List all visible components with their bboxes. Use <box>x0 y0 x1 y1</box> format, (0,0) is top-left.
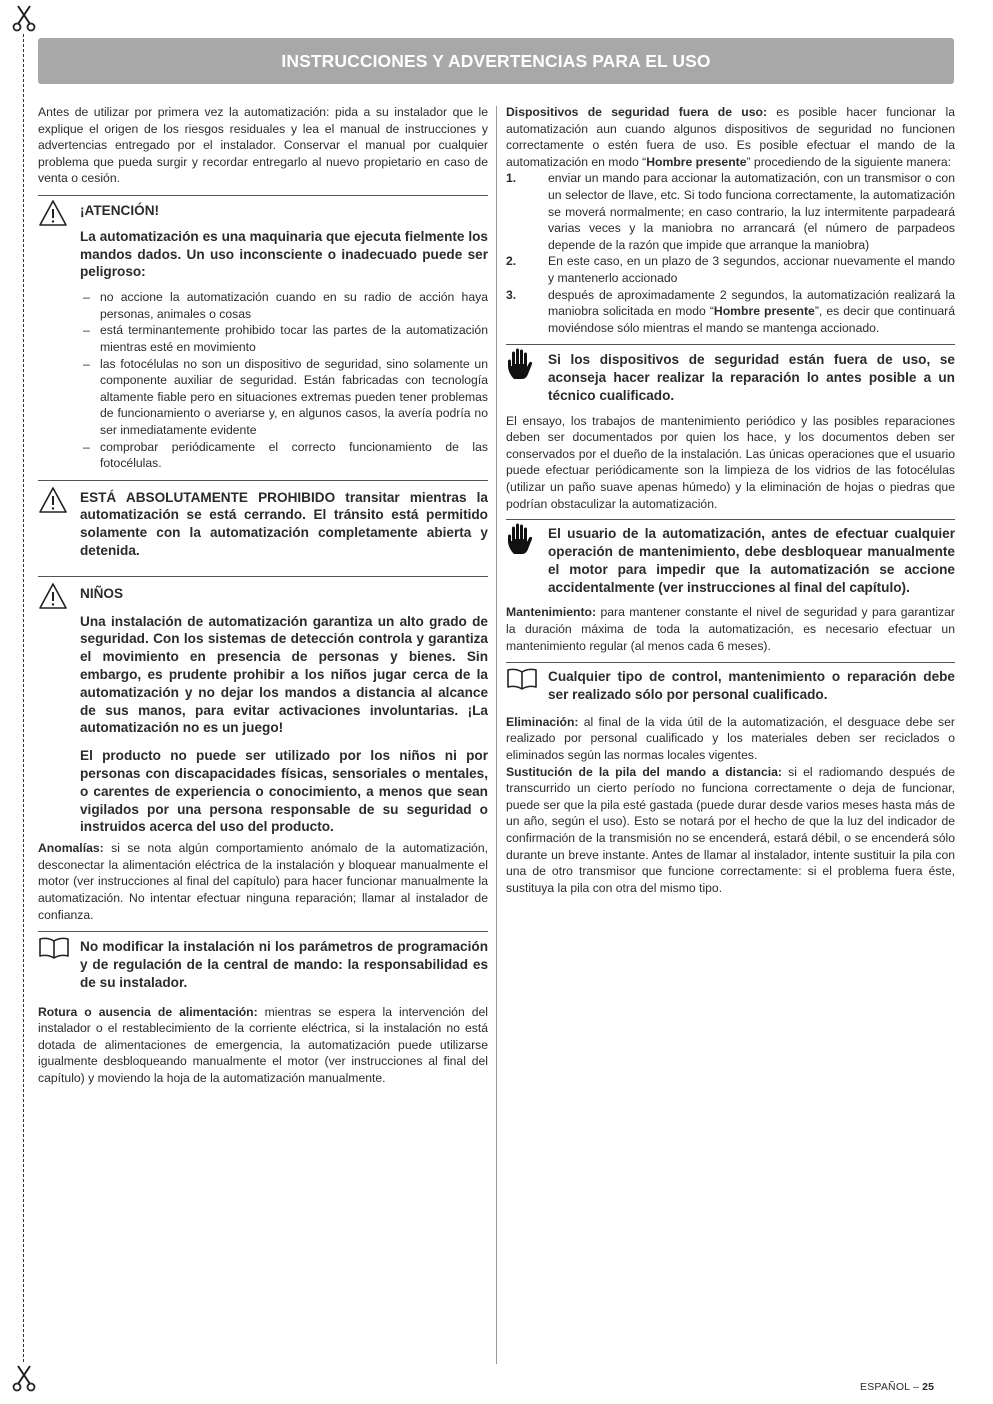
qualified-text: Cualquier tipo de control, mantenimiento o reparación debe ser realizado sólo por personal cualificado. <box>548 669 955 703</box>
steps-list <box>506 170 955 336</box>
list-item: 3. después de aproximadamente 2 segundos, la automatización realizará la maniobra solicitada en modo “Hombre presente”, es decir que continuará moviéndose sólo mientras el mando se mantenga accionado. <box>506 287 955 335</box>
children-text-2: El producto no puede ser utilizado por los niños ni por personas con discapacidades físicas, sensoriales o mentales, o carentes de experiencia o conocimiento, a menos que sean vigilados por una persona responsable de su seguridad o instruidos acerca del uso del producto. <box>80 748 488 835</box>
attention-title: ¡ATENCIÓN! <box>80 202 160 218</box>
prohibited-note <box>38 480 488 560</box>
battery-paragraph: Sustitución de la pila del mando a distancia: si el radiomando después de transcurrido un cierto período no funciona correctamente o deja de funcionar, puede ser que la pila esté gastada (puede durar desde varios meses hasta más de un año, según el uso). Esto se notará por el hecho de que la luz del indicador de confirmación de la transmisión no se encenderá, estará débil, o se encenderá sólo durante un breve instante. Antes de llamar al instalador, intente sustituir la pila con una de otro transmisor que funcione correctamente: si el problema fuera éste, sustituya la pila con otra del mismo tipo. <box>506 764 955 895</box>
stop-hand-icon <box>506 347 536 381</box>
page-footer <box>860 1381 934 1393</box>
list-item: 1. enviar un mando para accionar la automatización, con un transmisor o con un selector de llave, etc. Si todo funciona correctamente, la automatización se moverá normalmente; en caso contrario, la luz intermitente parpadeará varias veces y la maniobra no arrancará (el número de parpadeos depende de la razón que impide que arranque la maniobra) <box>506 171 955 252</box>
prohibited-lead: ESTÁ ABSOLUTAMENTE PROHIBIDO <box>80 489 336 505</box>
warning-triangle-icon <box>38 199 68 227</box>
attention-note <box>38 195 488 472</box>
no-modify-text: No modificar la instalación ni los parámetros de programación y de regulación de la central de mando: la responsabilidad es de su instalador. <box>80 939 488 990</box>
disposal-paragraph: Eliminación: al final de la vida útil de la automatización, el desguace debe ser realizado por personal cualificado y los materiales deben ser reciclados o eliminados según las normas locales vigentes. <box>506 714 955 763</box>
children-title: NIÑOS <box>80 585 124 601</box>
list-item: – está terminantemente prohibido tocar las partes de la automatización mientras esté en movimiento <box>80 322 488 355</box>
right-column <box>506 104 955 896</box>
warning-triangle-icon <box>38 486 68 514</box>
page-number: 25 <box>922 1381 935 1393</box>
prohibited-text: transitar mientras la automatización se está cerrando. El tránsito está permitido solamente con la automatización completamente abierta y detenida. <box>80 489 488 559</box>
list-item: 2. En este caso, en un plazo de 3 segundos, accionar nuevamente el mando y mantenerlo accionado <box>506 254 955 285</box>
list-item: – las fotocélulas no son un dispositivo de seguridad, sino solamente un componente auxiliar de seguridad. Están fabricadas con tecnología altamente fiable pero en situaciones extremas pueden tener problemas de funcionamiento o averiarse y, en algunos casos, la avería podría no ser inmediatamente evidente <box>80 356 488 439</box>
left-column <box>38 104 488 1087</box>
scissors-icon <box>12 4 36 32</box>
no-modify-note <box>38 931 488 991</box>
power-paragraph: Rotura o ausencia de alimentación: mientras se espera la intervención del instalador o el restablecimiento de la corriente eléctrica, si la instalación no está dotada de alimentaciones de emergencia, la automatización puede utilizarse igualmente desbloqueando manualmente el motor (ver instrucciones al final del capítulo) y moviendo la hoja de la automatización manualmente. <box>38 1004 488 1085</box>
maintenance-paragraph: Mantenimiento: para mantener constante el nivel de seguridad y para garantizar la duración máxima de toda la automatización, es necesario efectuar un mantenimiento regular (al menos cada 6 meses). <box>506 605 955 653</box>
footer-language: ESPAÑOL – <box>860 1381 923 1393</box>
anomalies-paragraph: Anomalías: si se nota algún comportamiento anómalo de la automatización, desconectar la alimentación eléctrica de la instalación y bloquear manualmente el motor (ver instrucciones al final del capítulo) para hacer funcionar manualmente la automatización. No intentar efectuar ninguna reparación; llamar al instalador de confianza. <box>38 841 488 922</box>
attention-text: La automatización es una maquinaria que ejecuta fielmente los mandos dados. Un uso inconsciente o inadecuado puede ser peligroso: <box>80 228 488 280</box>
safety-off-paragraph: Dispositivos de seguridad fuera de uso: es posible hacer funcionar la automatización aun cuando algunos dispositivos de seguridad no funcionen correctamente o estén fuera de uso. Es posible efectuar el mando de la automatización en modo “Hombre presente” procediendo de la siguiente manera: <box>506 105 955 169</box>
repair-note <box>506 344 955 404</box>
unlock-note <box>506 519 955 596</box>
qualified-note <box>506 662 955 704</box>
cut-line <box>23 34 24 1362</box>
list-item: – no accione la automatización cuando en su radio de acción haya personas, animales o cosas <box>80 289 488 322</box>
scissors-icon <box>12 1364 36 1392</box>
column-divider <box>496 106 497 1364</box>
manual-book-icon <box>506 668 538 690</box>
children-text-1: Una instalación de automatización garantiza un alto grado de seguridad. Con los sistemas de detección controla y garantiza el movimiento en presencia de personas y bienes. Sin embargo, es prudente prohibir a los niños jugar cerca de la automatización y no dejar los mandos a distancia al alcance de sus manos, para evitar activaciones involuntarias. ¡La automatización no es un juego! <box>80 613 488 736</box>
testing-paragraph: El ensayo, los trabajos de mantenimiento periódico y las posibles reparaciones deben ser documentados por quien los hace, y los documentos deben ser conservados por el dueño de la instalación. Las únicas operaciones que el usuario puede efectuar periódicamente son la limpieza de los vidrios de las fotocélulas (utilizar un paño suave apenas húmedo) y la eliminación de hojas o piedras que podrían obstaculizar la automatización. <box>506 413 955 511</box>
unlock-warning-text: El usuario de la automatización, antes de efectuar cualquier operación de mantenimiento, debe desbloquear manualmente el motor para impedir que la automatización se accione accidentalmente (ver instrucciones al final del capítulo). <box>548 526 955 595</box>
repair-warning-text: Si los dispositivos de seguridad están fuera de uso, se aconseja hacer realizar la reparación lo antes posible a un técnico cualificado. <box>548 352 955 403</box>
manual-book-icon <box>38 937 70 959</box>
list-item: – comprobar periódicamente el correcto funcionamiento de las fotocélulas. <box>80 439 488 472</box>
page-title: INSTRUCCIONES Y ADVERTENCIAS PARA EL USO <box>38 38 954 84</box>
attention-list <box>80 289 488 472</box>
intro-paragraph: Antes de utilizar por primera vez la automatización: pida a su instalador que le explique el origen de los riesgos residuales y lea el manual de instrucciones y advertencias entregado por el instalador. Conservar el manual por cualquier problema que pueda surgir y recordar entregarlo al nuevo propietario en caso de venta o cesión. <box>38 105 488 186</box>
stop-hand-icon <box>506 522 536 556</box>
warning-triangle-icon <box>38 582 68 610</box>
children-note <box>38 576 488 836</box>
